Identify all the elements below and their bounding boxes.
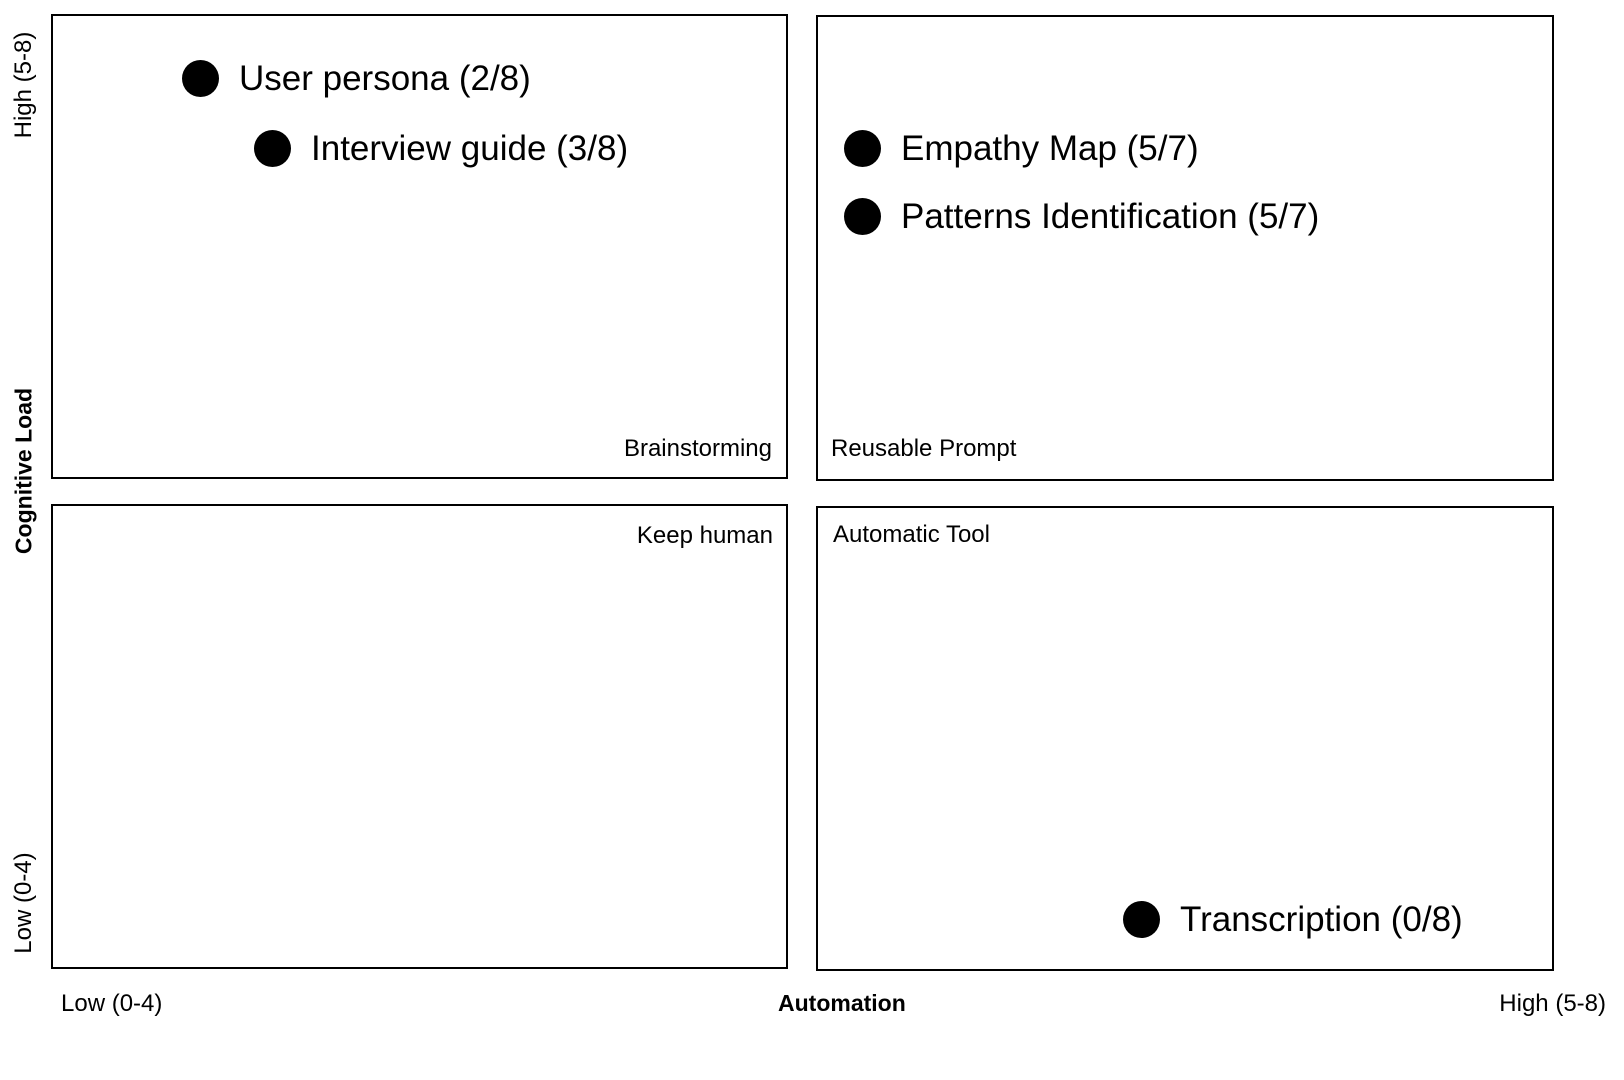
marker-dot xyxy=(844,198,881,235)
item-label: Empathy Map (5/7) xyxy=(901,128,1199,168)
item-empathy-map xyxy=(844,128,1199,168)
marker-dot xyxy=(254,130,291,167)
quadrant-label: Automatic Tool xyxy=(833,521,990,548)
marker-dot xyxy=(1123,901,1160,938)
quadrant-label: Keep human xyxy=(636,522,773,549)
marker-dot xyxy=(844,130,881,167)
x-axis-low-label: Low (0-4) xyxy=(61,990,163,1017)
quadrant-keep-human xyxy=(51,504,788,969)
quadrant-brainstorming xyxy=(51,14,788,479)
item-label: Transcription (0/8) xyxy=(1180,899,1463,939)
x-axis-high-label: High (5-8) xyxy=(1499,990,1606,1017)
item-label: User persona (2/8) xyxy=(239,58,531,98)
y-axis-low-label: Low (0-4) xyxy=(10,852,37,954)
item-label: Interview guide (3/8) xyxy=(311,128,629,168)
item-patterns-identification xyxy=(844,196,1319,236)
quadrant-label: Reusable Prompt xyxy=(831,435,1017,462)
item-label: Patterns Identification (5/7) xyxy=(901,196,1320,236)
item-user-persona xyxy=(182,58,531,98)
item-transcription xyxy=(1123,899,1463,939)
item-interview-guide xyxy=(254,128,628,168)
y-axis-high-label: High (5-8) xyxy=(10,31,37,139)
marker-dot xyxy=(182,60,219,97)
x-axis-title: Automation xyxy=(778,990,906,1016)
y-axis-title: Cognitive Load xyxy=(10,387,37,555)
quadrant-automatic-tool xyxy=(816,506,1554,971)
quadrant-label: Brainstorming xyxy=(623,435,772,462)
quadrant-reusable-prompt xyxy=(816,15,1554,481)
